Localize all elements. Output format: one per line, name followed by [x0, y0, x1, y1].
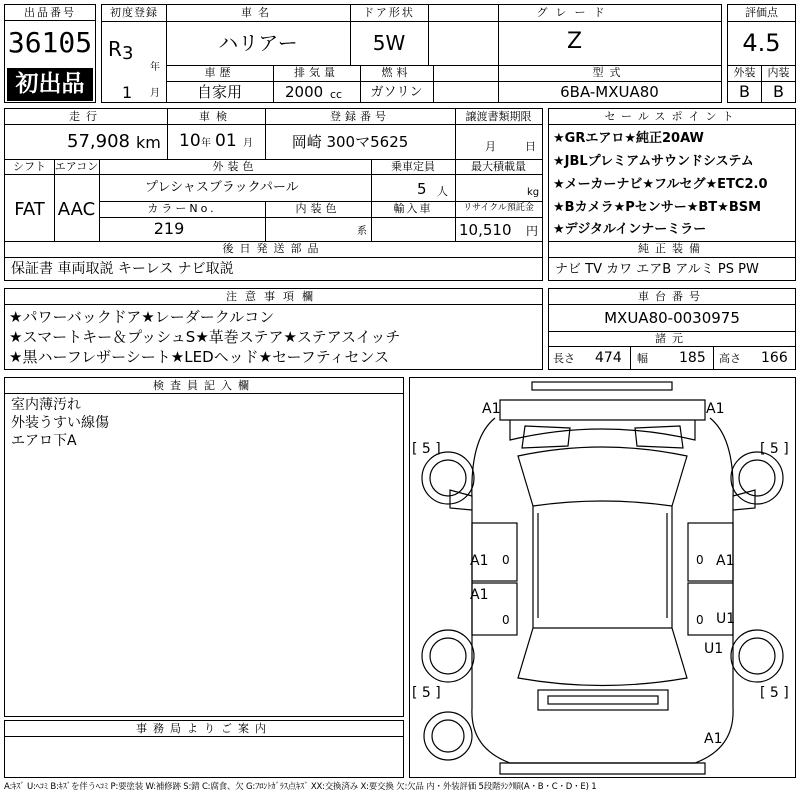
damage-rear-door-left: A1	[470, 587, 489, 603]
grade-label: グレード	[536, 6, 613, 19]
interior-value: B	[773, 82, 784, 101]
year-unit: 年	[150, 62, 160, 73]
shift-label: シフト	[13, 160, 46, 173]
inspection-month-unit: 月	[243, 138, 253, 149]
ac-value: AAC	[57, 199, 96, 220]
inspection-label: 車検	[199, 110, 233, 123]
pillar-rl: 0	[502, 613, 510, 627]
tire-fr: [ 5 ]	[760, 441, 789, 457]
equipment-value: ナビ TV カワ エアB アルミ PS PW	[555, 262, 759, 277]
type-label: 型式	[592, 66, 627, 79]
inspector-line: 外装うすい線傷	[11, 415, 109, 431]
selling-points-label: セールスポイント	[549, 109, 795, 125]
legend-text: A:ｷｽﾞ U:ﾍｺﾐ B:ｷｽﾞを伴うﾍｺﾐ P:要塗装 W:補修跡 S:錆 C:腐食、欠 G:ﾌﾛﾝﾄｶﾞﾗｽ点ｷｽﾞ XX:交換済み X:要交換 欠:欠品 内・外装評価 5段階ﾗﾝｸ順(A・B・C・D・E) 1	[4, 782, 597, 792]
width-label: 幅	[637, 352, 648, 365]
damage-front-left: A1	[482, 401, 501, 417]
recycle-label: リサイクル預託金	[463, 203, 534, 213]
car-diagram	[409, 377, 796, 778]
fuel-value: ガソリン	[370, 85, 423, 100]
capacity-label: 乗車定員	[391, 160, 435, 173]
height-label: 高さ	[719, 352, 741, 365]
recycle-value: 10,510	[459, 221, 512, 239]
inspector-label: 検査員記入欄	[5, 378, 403, 394]
first-listing-badge-bg	[7, 68, 93, 101]
dims-label: 諸元	[655, 332, 689, 345]
width-value: 185	[679, 350, 706, 366]
history-label: 車歴	[204, 66, 235, 79]
details-box	[4, 108, 543, 281]
capacity-unit: 人	[437, 185, 448, 198]
selling-point-item: ★デジタルインナーミラー	[553, 222, 707, 237]
note-line: ★黒ハーフレザーシート★LEDヘッド★セーフティセンス	[9, 348, 390, 366]
lot-box	[4, 4, 96, 103]
inspection-month: 01	[215, 131, 237, 151]
note-line: ★パワーバックドア★レーダークルコン	[9, 308, 275, 326]
tire-fl: [ 5 ]	[412, 441, 441, 457]
length-value: 474	[595, 350, 622, 366]
month-unit: 月	[150, 88, 160, 99]
vehicle-header-box	[101, 4, 722, 103]
selling-point-item: ★GRエアロ★純正20AW	[553, 131, 704, 146]
exterior-value: B	[739, 82, 750, 101]
interior-label: 内装	[767, 66, 790, 79]
lot-number: 36105	[7, 26, 93, 59]
history-value: 自家用	[196, 83, 242, 101]
pillar-rr: 0	[696, 613, 704, 627]
chassis-value: MXUA80-0030975	[604, 309, 740, 327]
exterior-label: 外装	[733, 66, 756, 79]
car-outline	[410, 378, 795, 777]
chassis-box	[548, 288, 796, 370]
selling-points-box	[548, 108, 796, 281]
mileage-unit: km	[136, 133, 161, 152]
ext-color-value: プレシャスブラックパール	[145, 180, 299, 195]
plate-value: 岡崎 300マ5625	[291, 133, 409, 151]
pillar-fl: 0	[502, 553, 510, 567]
damage-rear-fender-right: U1	[704, 641, 724, 657]
inspector-box	[4, 377, 404, 717]
ac-label: エアコン	[54, 160, 99, 173]
damage-front-door-right: A1	[716, 553, 735, 569]
door-label: ドア形状	[363, 6, 415, 19]
type-value: 6BA-MXUA80	[560, 83, 659, 101]
selling-point-item: ★JBLプレミアムサウンドシステム	[553, 154, 754, 169]
shift-value: FAT	[14, 199, 45, 220]
mileage-value: 57,908	[67, 131, 130, 152]
pillar-fr: 0	[696, 553, 704, 567]
inspection-year: 10	[179, 131, 201, 151]
height-value: 166	[761, 350, 788, 366]
int-color-label: 内装色	[295, 202, 341, 215]
capacity-value: 5	[417, 180, 427, 198]
tire-rl: [ 5 ]	[412, 685, 441, 701]
later-parts-label: 後日発送部品	[222, 242, 325, 255]
ext-color-label: 外装色	[212, 160, 258, 173]
inspector-line: エアロ下A	[11, 433, 77, 449]
max-load-unit: kg	[527, 187, 540, 198]
recycle-unit: 円	[526, 224, 539, 238]
notes-label: 注意事項欄	[5, 289, 542, 305]
first-reg-month: 1	[122, 83, 133, 102]
chassis-label: 車台番号	[549, 289, 795, 305]
notes-box	[4, 288, 543, 370]
displacement-value: 2000	[285, 83, 324, 101]
mileage-label: 走行	[69, 110, 103, 123]
damage-rear-door-right: U1	[716, 611, 736, 627]
plate-label: 登録番号	[330, 110, 390, 123]
first-listing-badge: 初出品	[15, 71, 85, 97]
era: R	[108, 37, 122, 61]
score-box	[727, 4, 796, 103]
displacement-label: 排気量	[294, 66, 339, 79]
import-label: 輸入車	[393, 202, 433, 215]
displacement-unit: cc	[330, 88, 343, 101]
model-name: ハリアー	[218, 31, 298, 55]
grade-value: Z	[566, 29, 583, 54]
score-label: 評価点	[745, 6, 778, 19]
score-value: 4.5	[742, 29, 781, 57]
model-name-label: 車名	[241, 6, 275, 19]
tire-rr: [ 5 ]	[760, 685, 789, 701]
transfer-day-unit: 日	[525, 140, 536, 153]
inspector-line: 室内薄汚れ	[11, 397, 81, 413]
fuel-label: 燃料	[381, 66, 412, 79]
damage-front-door-left: A1	[470, 553, 489, 569]
int-color-unit: 系	[357, 226, 367, 237]
selling-point-item: ★メーカーナビ★フルセグ★ETC2.0	[553, 177, 768, 192]
transfer-month-unit: 月	[485, 140, 496, 153]
color-no-value: 219	[153, 219, 185, 238]
first-reg-label: 初度登録	[110, 6, 158, 19]
later-parts-value: 保証書 車両取説 キーレス ナビ取説	[11, 261, 234, 277]
office-label: 事務局よりご案内	[5, 721, 403, 737]
selling-point-item: ★Bカメラ★Pセンサー★BT★BSM	[553, 200, 762, 215]
office-box	[4, 720, 404, 778]
equipment-label: 純正装備	[638, 242, 706, 255]
door-value: 5W	[372, 31, 406, 55]
lot-label: 出品番号	[5, 5, 95, 21]
inspection-year-unit: 年	[201, 138, 211, 149]
transfer-label: 譲渡書類期限	[465, 110, 532, 123]
length-label: 長さ	[553, 352, 575, 365]
max-load-label: 最大積載量	[471, 160, 526, 173]
note-line: ★スマートキー＆プッシュS★革巻ステア★ステアスイッチ	[9, 328, 401, 346]
damage-front-right: A1	[706, 401, 725, 417]
first-reg-year: 3	[122, 43, 134, 64]
damage-rear: A1	[704, 731, 723, 747]
color-no-label: カラーNo.	[147, 202, 217, 215]
